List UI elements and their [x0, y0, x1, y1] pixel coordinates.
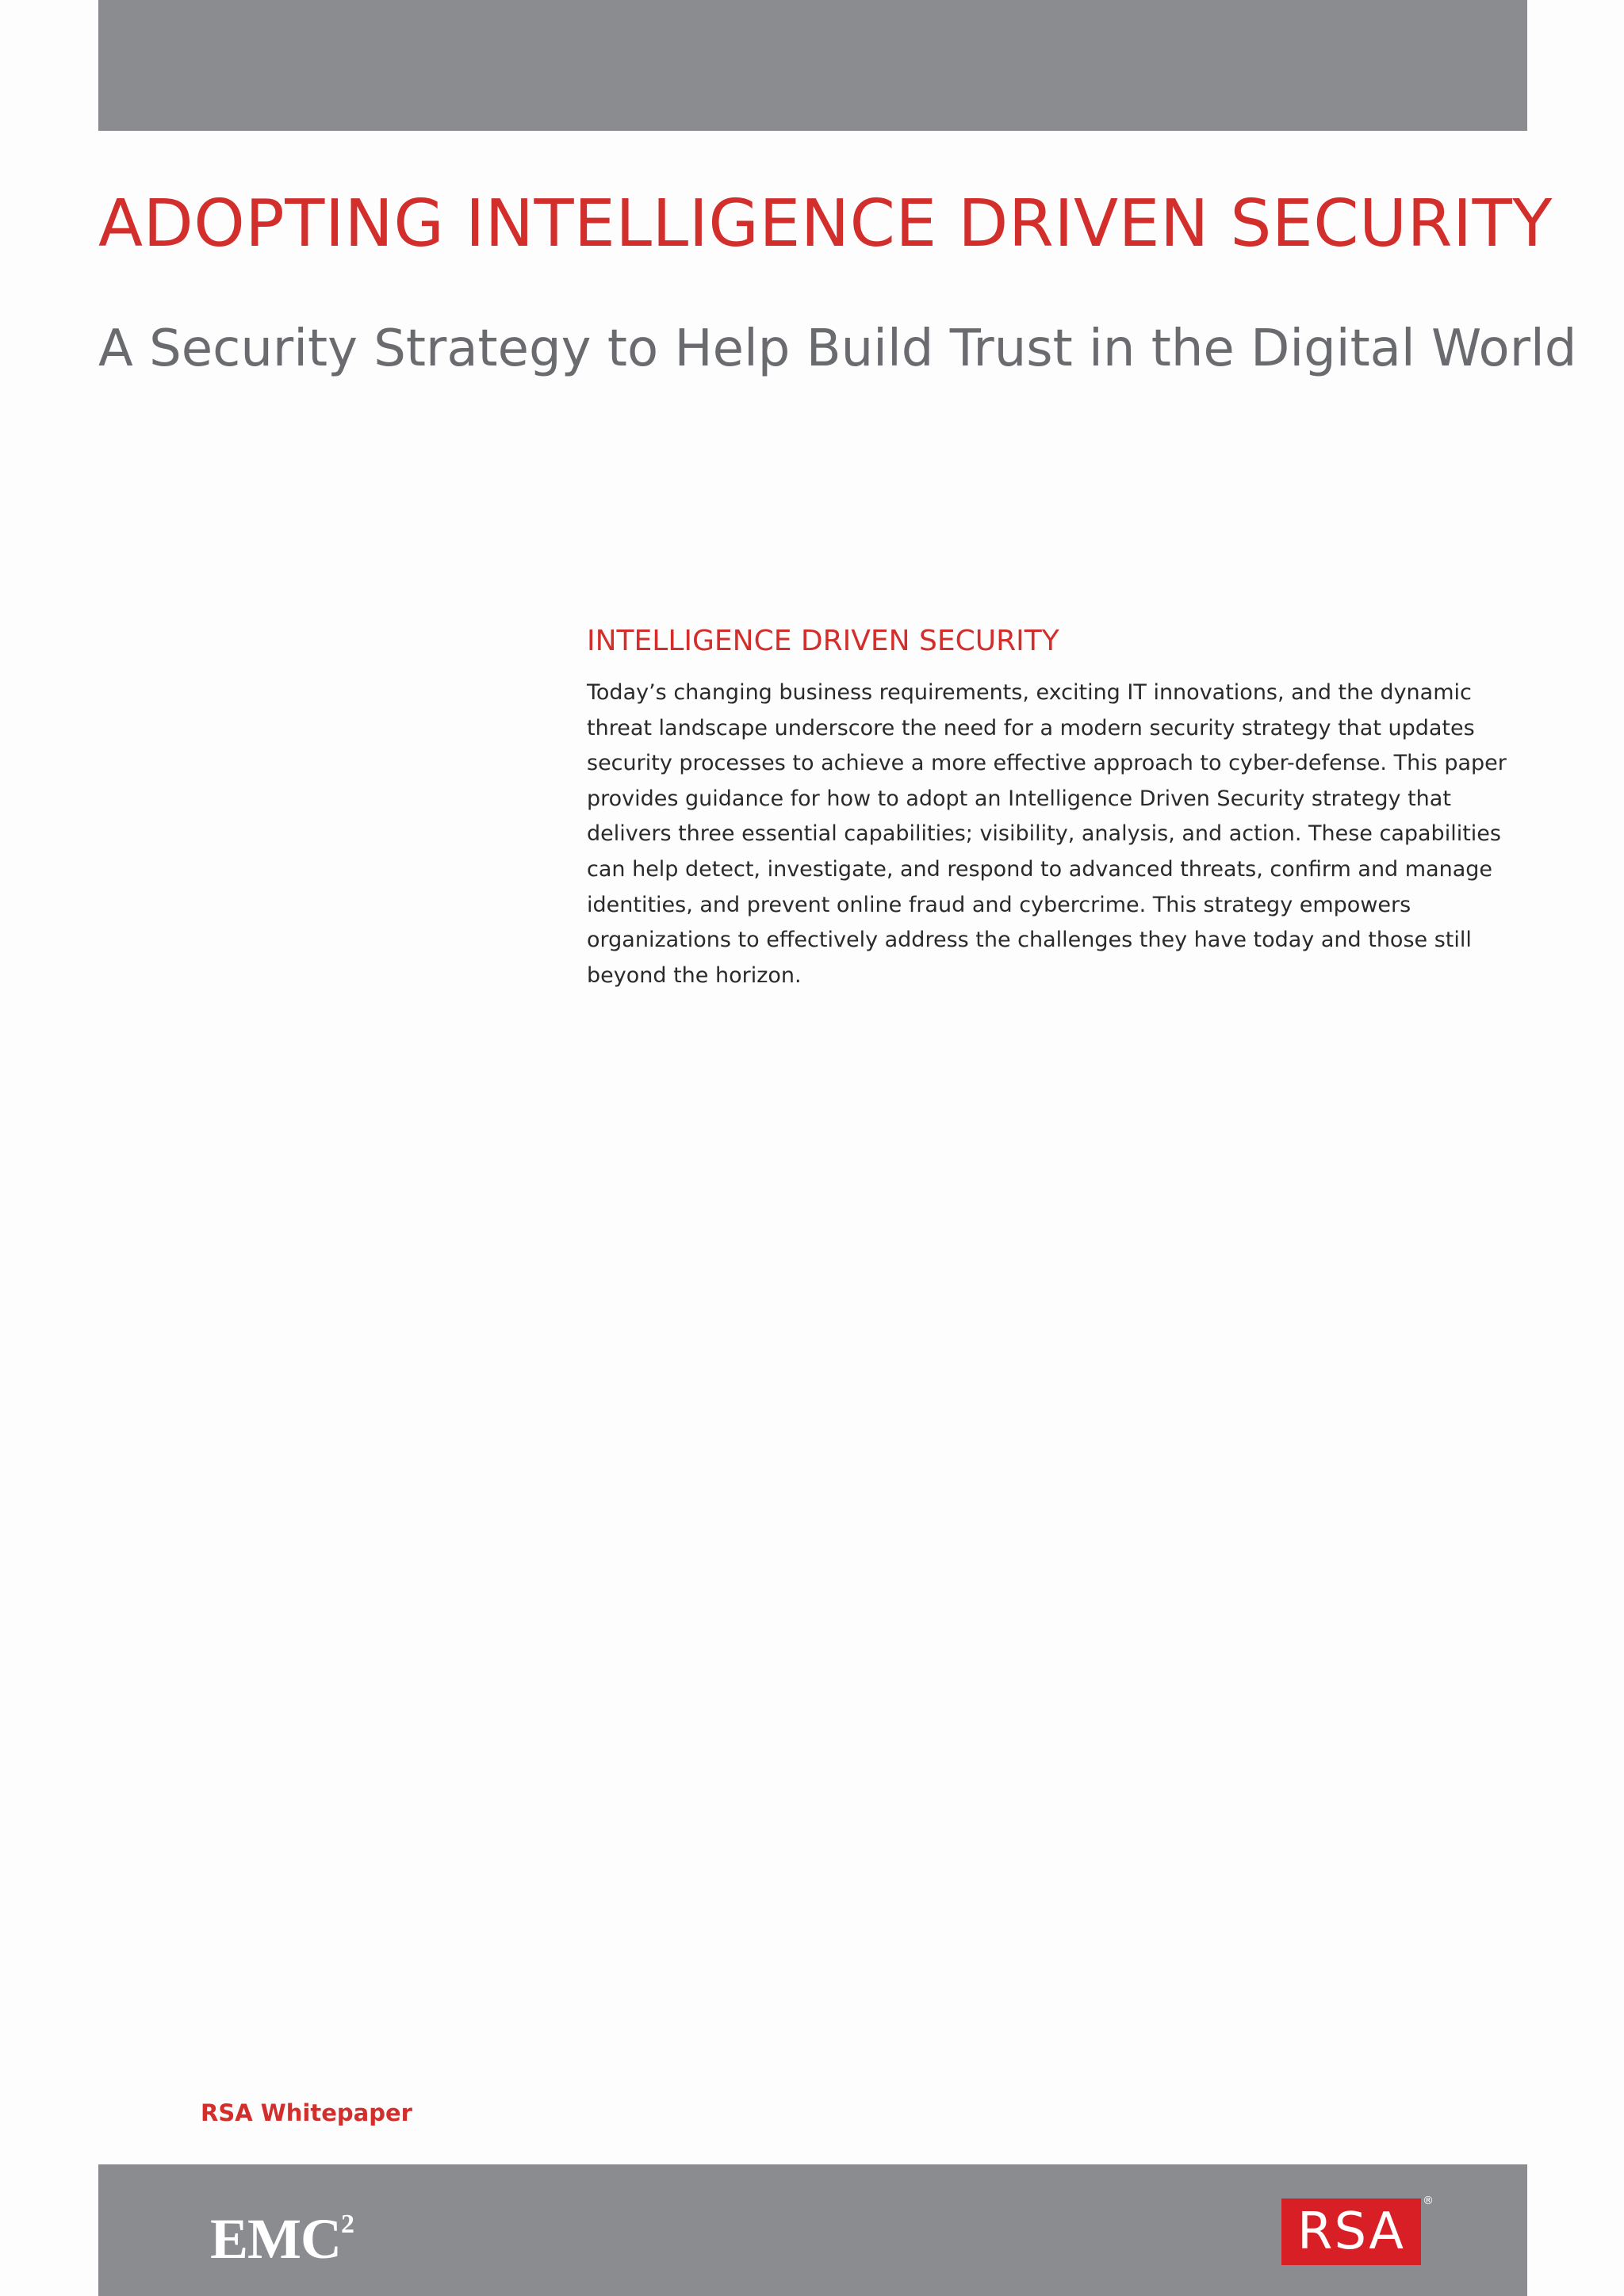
header-band: [98, 0, 1527, 131]
abstract-section: [587, 618, 1530, 993]
rsa-logo: RSA: [1281, 2198, 1421, 2265]
abstract-text: Today’s changing business requirements, exciting IT innovations, and the dynamic threat landscape underscore the need for a modern security strategy that updates security processes to achieve a more effective approach to cyber-defense. This paper provides guidance for how to adopt an Intelligence Driven Security strategy that delivers three essential capabilities; visibility, analysis, and action. These capabilities can help detect, investigate, and respond to advanced threats, confirm and manage identities, and prevent online fraud and cybercrime. This strategy empowers organizations to effectively address the challenges they have today and those still beyond the horizon.: [587, 680, 1507, 988]
emc-logo: [210, 2193, 354, 2271]
emc-logo-superscript: 2: [340, 2210, 354, 2239]
registered-mark: ®: [1423, 2195, 1434, 2207]
document-title: ADOPTING INTELLIGENCE DRIVEN SECURITY: [98, 186, 1553, 262]
document-type-label: RSA Whitepaper: [201, 2099, 412, 2126]
document-subtitle: A Security Strategy to Help Build Trust in the Digital World: [98, 320, 1577, 378]
section-heading: INTELLIGENCE DRIVEN SECURITY: [587, 625, 1059, 657]
emc-logo-text: EMC: [210, 2207, 341, 2271]
